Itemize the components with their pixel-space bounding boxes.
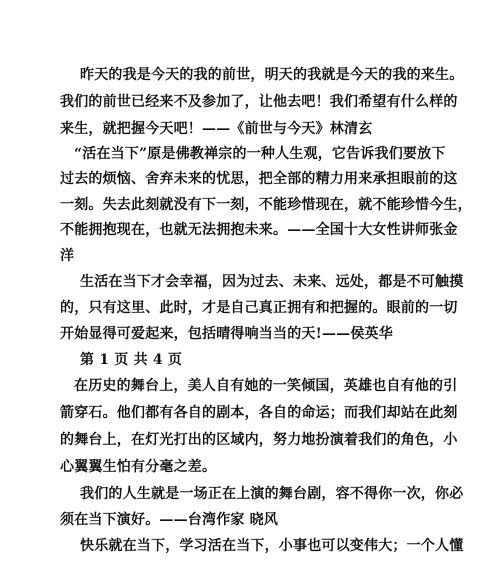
text-line: 我们的人生就是一场正在上演的舞台剧，容不得你一次，你必 [80,486,464,502]
text-line: 须在当下演好。——台湾作家 晓风 [60,512,279,528]
page-number: 第 1 页 共 4 页 [80,352,183,368]
text-line: 快乐就在当下，学习活在当下，小事也可以变伟大；一个人懂 [80,538,464,554]
text-line: 在历史的舞台上，美人自有她的一笑倾国，英雄也自有他的引 [74,378,458,394]
text-line: 一刻。失去此刻就没有下一刻，不能珍惜现在，就不能珍惜今生， [60,197,472,213]
text-line: 来生，就把握今天吧！——《前世与今天》林清玄 [60,121,373,137]
text-line: 生活在当下才会幸福，因为过去、未来、远处，都是不可触摸 [80,274,464,290]
text-line: “活在当下”原是佛教禅宗的一种人生观，它告诉我们要放下 [74,146,446,162]
text-line: 的，只有这里、此时，才是自己真正拥有和把握的。眼前的一切 [60,300,458,316]
text-line: 心翼翼生怕有分毫之差。 [60,459,217,475]
text-line: 洋 [60,248,75,264]
text-line: 过去的烦恼、舍弃未来的忧思，把全部的精力用来承担眼前的这 [60,171,458,187]
text-line: 箭穿石。他们都有各自的剧本，各自的命运；而我们却站在此刻 [60,405,458,421]
text-line: 开始显得可爱起来，包括晴得响当当的天!——侯英华 [60,326,393,342]
text-line: 昨天的我是今天的我的前世，明天的我就是今天的我的来生。 [80,67,464,83]
text-line: 的舞台上，在灯光打出的区域内，努力地扮演着我们的角色，小 [60,432,458,448]
text-line: 不能拥抱现在，也就无法拥抱未来。——全国十大女性讲师张金 [60,222,458,238]
text-line: 我们的前世已经来不及参加了，让他去吧！我们希望有什么样的 [60,94,458,110]
